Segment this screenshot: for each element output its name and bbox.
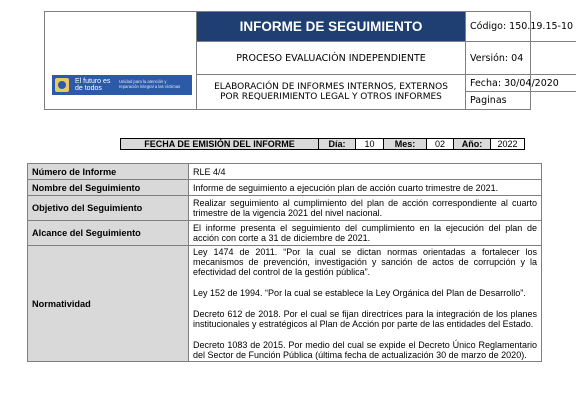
law-paragraph: Decreto 1083 de 2015. Por medio del cual se expide el Decreto Único Reglamentario del Sector de Función Pública (última fecha de actualización 30 de marzo de 2020). [193,340,537,360]
row-key: Número de Informe [28,164,189,180]
emission-date-strip [120,138,525,150]
header-center [197,12,466,109]
process-name: PROCESO EVALUACIÒN INDEPENDIENTE [197,41,465,74]
table-row [28,246,542,362]
normatividad-list [189,246,542,362]
law-paragraph: Decreto 612 de 2018. Por el cual se fijan directrices para la integración de los planes institucionales y estratégicos al Plan de Acción por parte de las entidades del Estado. [193,309,537,329]
document-version: Versión: 04 [466,41,576,74]
document-pages: Paginas [466,91,576,109]
document-header [44,11,574,110]
row-key: Objetivo del Seguimiento [28,196,189,221]
row-key: Nombre del Seguimiento [28,180,189,196]
year-value: 2022 [497,139,518,149]
logo-slogan: El futuro es de todos [75,78,111,92]
month-value: 02 [427,139,454,149]
document-title: INFORME DE SEGUIMIENTO [197,12,465,41]
table-row [28,164,542,180]
row-value: RLE 4/4 [189,164,542,180]
emission-date-label: FECHA DE EMISIÓN DEL INFORME [121,139,319,149]
law-paragraph: Ley 1474 de 2011. “Por la cual se dictan normas orientadas a fortalecer los mecanismos de prevención, investigación y sanción de actos de corrupción y la efectividad del control de la gestión pública”. [193,247,537,277]
law-paragraph: Ley 152 de 1994. “Por la cual se establece la Ley Orgánica del Plan de Desarrollo”. [193,288,526,298]
row-key: Normatividad [28,246,189,362]
row-key: Alcance del Seguimiento [28,221,189,246]
table-row [28,196,542,221]
row-value: El informe presenta el seguimiento del cumplimiento en la ejecución del plan de acción con corte a 31 de diciembre de 2021. [189,221,542,246]
year-label: Año: [454,139,491,149]
logo-entity-name: Unidad para la atención y reparación integral a las víctimas [119,79,181,89]
table-row [28,180,542,196]
procedure-name: ELABORACIÓN DE INFORMES INTERNOS, EXTERNOS POR REQUERIMIENTO LEGAL Y OTROS INFORMES [197,74,465,109]
document-date: Fecha: 30/04/2020 [466,74,576,91]
entity-logo [52,75,192,95]
report-info-table [27,163,542,362]
logo-cell [45,12,197,109]
row-value: Informe de seguimiento a ejecución plan de acción cuarto trimestre de 2021. [189,180,542,196]
month-label: Mes: [384,139,427,149]
day-label: Día: [319,139,356,149]
day-value: 10 [356,139,384,149]
coat-of-arms-icon [55,78,69,92]
header-meta [466,12,576,109]
row-value: Realizar seguimiento al cumplimiento del plan de acción correspondiente al cuarto trimestre de la vigencia 2021 del nivel nacional. [189,196,542,221]
table-row [28,221,542,246]
document-code: Código: 150.19.15-10 [470,21,574,32]
